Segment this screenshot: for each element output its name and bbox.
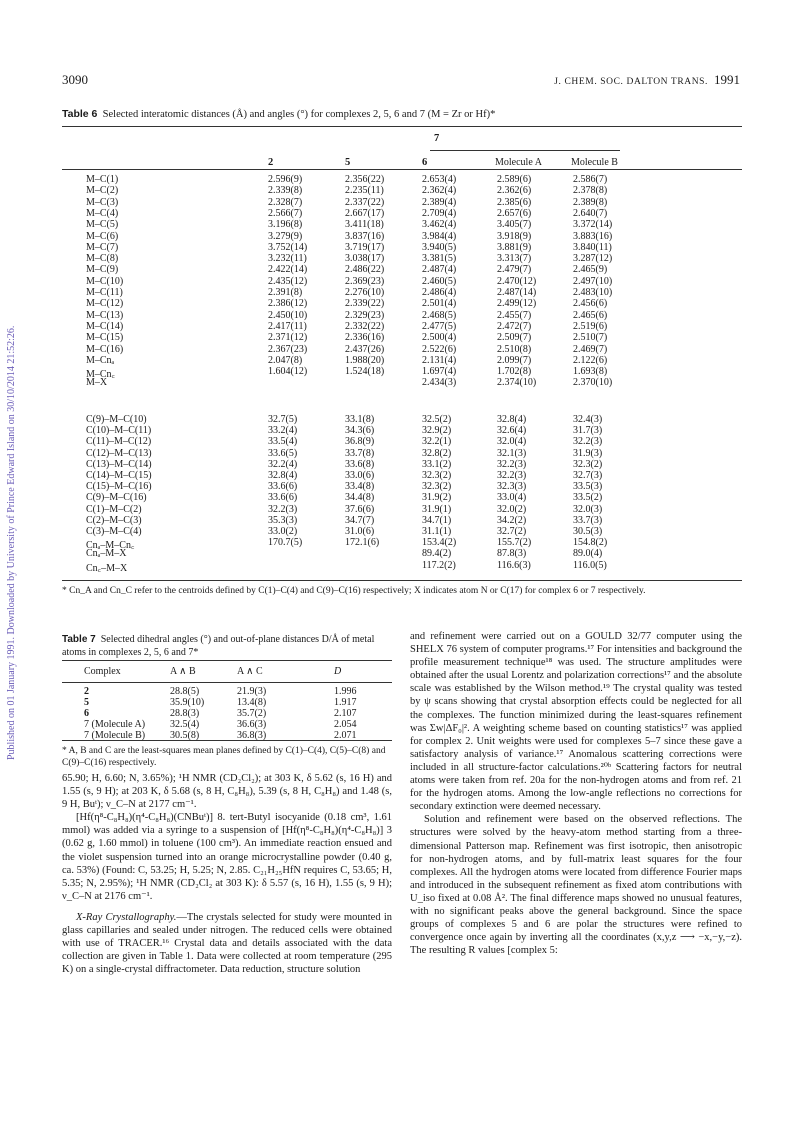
distance-row-value: 1.697(4): [422, 366, 457, 378]
distance-row-value: 1.702(8): [497, 366, 532, 378]
angle-row-value: 31.9(2): [422, 492, 452, 504]
angle-row-value: 32.1(3): [497, 447, 527, 459]
distance-row-value: 1.524(18): [345, 366, 385, 378]
angle-row-value: 32.2(3): [268, 503, 298, 515]
distance-row-value: 2.566(7): [268, 207, 303, 219]
distance-row-value: 2.468(5): [422, 309, 457, 321]
table7-col-head: A ∧ B: [170, 666, 196, 677]
distance-row-value: 2.465(9): [573, 264, 608, 276]
paragraph: [62, 911, 392, 976]
distance-row-value: 3.881(9): [497, 241, 532, 253]
angle-row-value: 33.4(8): [345, 481, 375, 493]
distance-row-value: 2.437(26): [345, 343, 385, 355]
distance-row-value: 2.328(7): [268, 196, 303, 208]
table7-caption: [62, 633, 392, 659]
angle-row-value: 33.5(4): [268, 436, 298, 448]
angle-row-label: Cnₐ–M–X: [86, 548, 127, 560]
angle-row-value: 32.0(3): [573, 503, 603, 515]
angle-row-value: 34.3(6): [345, 425, 375, 437]
table6-col-head: 5: [345, 157, 351, 168]
distance-row-value: 2.356(22): [345, 174, 385, 185]
distance-row-label: M–Cnₐ: [86, 354, 115, 366]
angle-row-value: 33.7(3): [573, 514, 603, 526]
table7-row-label: 6: [84, 708, 89, 719]
distance-row-label: M–C(4): [86, 207, 119, 219]
angle-row-value: 89.4(2): [422, 548, 452, 560]
distance-row-label: M–C(5): [86, 219, 119, 231]
angle-row-value: 33.6(6): [268, 492, 298, 504]
paragraph: 65.90; H, 6.60; N, 3.65%); ¹H NMR (CD₂Cl₂); at 303 K, δ 5.62 (s, 16 H) and 1.55 (s, 9 H); at 203 K, δ 5.68 (s, 8 H, C₈H₈), 5.39 (s, 8 H, C₈H₈) and 1.48 (s, 9 H, Buᵗ); ν_C–N at 2177 cm⁻¹.: [62, 773, 392, 811]
angle-row-value: 32.9(2): [422, 425, 452, 437]
distance-row-value: 2.276(10): [345, 287, 385, 298]
table6-col-head: 6: [422, 157, 428, 168]
angle-row-value: 33.0(6): [345, 470, 375, 481]
distance-row-value: 3.918(9): [497, 230, 532, 242]
distance-row-value: 2.047(8): [268, 354, 303, 366]
table7-value: 28.8(3): [170, 708, 200, 719]
angle-row-value: 32.3(2): [422, 470, 452, 481]
distance-row-value: 2.470(12): [497, 275, 537, 287]
distance-row-value: 3.837(16): [345, 230, 385, 242]
distance-row-value: 2.099(7): [497, 354, 532, 366]
angle-row-value: 33.2(4): [268, 425, 298, 437]
distance-row-value: 3.940(5): [422, 241, 457, 253]
angle-row-value: 34.7(1): [422, 514, 452, 526]
distance-row-value: 3.372(14): [573, 219, 613, 231]
angle-row-label: Cnₐ–M–Cn꜀: [86, 540, 135, 552]
distance-row-value: 2.465(6): [573, 309, 608, 321]
distance-row-value: 1.988(20): [345, 354, 385, 366]
angle-row-value: 32.7(2): [497, 526, 527, 537]
angle-row-value: 32.0(2): [497, 503, 527, 515]
angle-row-label: C(3)–M–C(4): [86, 526, 142, 537]
table6-col-head: 2: [268, 157, 274, 168]
paragraph-text: —The crystals selected for study were mounted in glass capillaries and sealed under nitrogen. The reduced cells were obtained with use of TRACER.¹⁶ Crystal data and details associated with the data collection are given in Table 1. Data were collected at room temperature (295 K) on a single-crystal diffractometer. Data reduction, structure solution: [62, 911, 392, 976]
distance-row-value: 2.456(6): [573, 298, 608, 310]
angle-row-value: 33.1(8): [345, 414, 375, 425]
angle-row-value: 32.0(4): [497, 436, 527, 448]
table7-head-rule: [62, 682, 392, 683]
angle-row-value: 32.2(4): [268, 458, 298, 470]
distance-row-value: 2.389(4): [422, 196, 457, 208]
distance-row-label: M–C(11): [86, 287, 123, 298]
angle-row-value: 87.8(3): [497, 548, 527, 560]
angle-row-value: 32.8(4): [497, 414, 527, 425]
table6-col-head: Molecule A: [495, 157, 542, 168]
angle-row-value: 31.7(3): [573, 425, 603, 437]
distance-row-label: M–C(9): [86, 264, 119, 276]
left-column-text: [62, 772, 392, 976]
distance-row-label: M–Cn꜀: [86, 369, 116, 381]
angle-row-value: 32.8(4): [268, 470, 298, 481]
distance-row-value: 2.596(9): [268, 174, 303, 185]
table7-value: 2.071: [334, 730, 357, 741]
section-heading: X-Ray Crystallography.: [76, 911, 177, 923]
table7-col-head: A ∧ C: [237, 666, 263, 677]
journal-year: 1991: [714, 72, 740, 87]
distance-row-value: 2.435(12): [268, 275, 308, 287]
distance-row-value: 3.840(11): [573, 241, 612, 253]
distance-row-label: M–C(3): [86, 196, 119, 208]
angle-row-value: 33.6(5): [268, 447, 298, 459]
paragraph: [Hf(η⁸-C₈H₈)(η⁴-C₈H₈)(CNBuᵗ)] 8. tert-Butyl isocyanide (0.18 cm³, 1.61 mmol) was added via a syringe to a suspension of [Hf(η⁸-C₈H₈)(η⁴-C₈H₈)] 3 (0.62 g, 1.60 mmol) in toluene (100 cm³). An immediate reaction ensued and the violet suspension turned into an orange microcrystalline powder (0.40 g, ca. 53%) (Found: C, 53.25; H, 5.25; N, 2.85. C₂₁H₂₅HfN requires C, 53.65; H, 5.35; N, 2.95%); ¹H NMR (CD₂Cl₂ at 303 K): δ 5.57 (s, 16 H), 1.55 (s, 9 H); ν_C–N at 2176 cm⁻¹.: [62, 812, 392, 902]
distance-row-value: 2.477(5): [422, 320, 457, 332]
distance-row-value: 2.339(8): [268, 185, 303, 197]
angle-row-value: 32.8(2): [422, 447, 452, 459]
distance-row-label: M–C(15): [86, 332, 124, 344]
table7-value: 13.4(8): [237, 697, 267, 708]
distance-row-value: 3.279(9): [268, 230, 303, 242]
distance-row-label: M–C(13): [86, 309, 124, 321]
distance-row-value: 2.497(10): [573, 275, 613, 287]
angle-row-value: 117.2(2): [422, 559, 456, 571]
distance-row-label: M–C(8): [86, 253, 119, 265]
table7-footnote: * A, B and C are the least-squares mean planes defined by C(1)–C(4), C(5)–C(8) and C(9)–C(16) respectively.: [62, 746, 386, 768]
angle-row-value: 32.6(4): [497, 425, 527, 437]
distance-row-value: 2.374(10): [497, 377, 537, 389]
distance-row-value: 2.329(23): [345, 309, 385, 321]
distance-row-value: 2.469(7): [573, 343, 608, 355]
distance-row-value: 2.391(8): [268, 287, 303, 298]
angle-row-value: 155.7(2): [497, 537, 532, 549]
paragraph: Solution and refinement were based on the observed reflections. The structures were solved by the heavy-atom method starting from a three-dimensional Patterson map. Refinement was first isotropic, then anisotropic for non-hydrogen atoms, and by full-matrix least squares for the four complexes. All the hydrogen atoms were located from difference Fourier maps and introduced in the subsequent refinement as fixed atom contributions with U_iso fixed at 0.08 Å². The final difference maps showed no unusual features, with no significant peaks above the general background. Since the space groups of complexes 5 and 6 are polar the structures were refined to convergence once again by inverting all the coordinates (x,y,z ⟶ −x,−y,−z). The resulting R values [complex 5:: [410, 814, 742, 957]
angle-row-label: C(2)–M–C(3): [86, 514, 142, 526]
table6-head-rule: [62, 169, 742, 170]
angle-row-value: 34.2(2): [497, 514, 527, 526]
angle-row-value: 36.8(9): [345, 436, 375, 448]
distance-row-value: 2.479(7): [497, 264, 532, 276]
table6-label: Table 6: [62, 108, 98, 120]
angle-row-value: 33.5(2): [573, 492, 603, 504]
distance-row-value: 2.483(10): [573, 287, 613, 298]
distance-row-value: 2.417(11): [268, 320, 307, 332]
distance-row-value: 2.337(22): [345, 196, 385, 208]
angle-row-value: 153.4(2): [422, 537, 457, 549]
table7-value: 36.8(3): [237, 730, 267, 741]
table6-group-head: 7: [434, 133, 440, 144]
angle-row-value: 34.4(8): [345, 492, 375, 504]
distance-row-value: 2.519(6): [573, 320, 608, 332]
angle-row-value: 172.1(6): [345, 537, 380, 549]
table7-caption-text: Selected dihedral angles (°) and out-of-plane distances D/Å of metal atoms in complexes 2, 5, 6 and 7*: [62, 634, 375, 658]
angle-row-value: 33.7(8): [345, 447, 375, 459]
angle-row-value: 33.6(8): [345, 458, 375, 470]
angle-row-value: 32.7(5): [268, 414, 298, 425]
journal-name: J. CHEM. SOC. DALTON TRANS.: [554, 77, 709, 87]
table7-row-label: 7 (Molecule B): [84, 730, 146, 741]
distance-row-value: 2.362(6): [497, 185, 532, 197]
table7-value: 32.5(4): [170, 719, 200, 730]
distance-row-value: 3.313(7): [497, 253, 532, 265]
distance-row-value: 2.389(8): [573, 196, 608, 208]
distance-row-value: 2.336(16): [345, 332, 385, 344]
distance-row-value: 2.709(4): [422, 207, 457, 219]
table6-bottom-rule: [62, 580, 742, 581]
angle-row-value: 32.7(3): [573, 470, 603, 481]
right-column-text: [410, 630, 742, 957]
angle-row-value: 33.0(2): [268, 526, 298, 537]
angle-row-value: 31.9(3): [573, 447, 603, 459]
table7-row-label: 7 (Molecule A): [84, 719, 146, 730]
angle-row-label: C(1)–M–C(2): [86, 503, 142, 515]
distance-row-value: 1.693(8): [573, 366, 608, 378]
distance-row-value: 2.586(7): [573, 174, 608, 185]
distance-row-value: 2.131(4): [422, 354, 457, 366]
angle-row-label: C(12)–M–C(13): [86, 447, 152, 459]
distance-row-value: 3.462(4): [422, 219, 457, 231]
distance-row-value: 3.411(18): [345, 219, 384, 231]
table6-caption-text: Selected interatomic distances (Å) and angles (°) for complexes 2, 5, 6 and 7 (M = Zr or Hf)*: [102, 109, 496, 120]
table7-col-head: Complex: [84, 666, 121, 677]
table7-value: 1.917: [334, 697, 357, 708]
angle-row-label: C(13)–M–C(14): [86, 458, 152, 470]
distance-row-value: 2.486(4): [422, 287, 457, 298]
angle-row-label: C(15)–M–C(16): [86, 481, 152, 493]
angle-row-value: 37.6(6): [345, 503, 375, 515]
angle-row-value: 32.2(1): [422, 436, 452, 448]
distance-row-label: M–C(6): [86, 230, 119, 242]
download-watermark: Published on 01 January 1991. Downloaded by University of Prince Edward Island on 30/10/2014 21:52:26.: [6, 325, 17, 760]
distance-row-value: 2.371(12): [268, 332, 308, 344]
distance-row-value: 2.589(6): [497, 174, 532, 185]
table7-row-label: 2: [84, 686, 89, 697]
distance-row-value: 2.378(8): [573, 185, 608, 197]
distance-row-label: M–C(16): [86, 343, 124, 355]
distance-row-value: 3.196(8): [268, 219, 303, 231]
table7-value: 35.9(10): [170, 697, 205, 708]
distance-row-value: 2.653(4): [422, 174, 457, 185]
page-number: 3090: [62, 72, 88, 87]
distance-row-value: 2.500(4): [422, 332, 457, 344]
distance-row-label: M–X: [86, 377, 108, 389]
table7-value: 36.6(3): [237, 719, 267, 730]
table7-row-label: 5: [84, 697, 89, 708]
distance-row-label: M–C(7): [86, 241, 119, 253]
distance-row-label: M–C(1): [86, 174, 119, 185]
distance-row-value: 2.657(6): [497, 207, 532, 219]
distance-row-label: M–C(12): [86, 298, 124, 310]
angle-row-value: 31.9(1): [422, 503, 452, 515]
distance-row-value: 2.510(8): [497, 343, 532, 355]
distance-row-value: 2.501(4): [422, 298, 457, 310]
distance-row-value: 2.367(23): [268, 343, 308, 355]
distance-row-value: 2.450(10): [268, 309, 308, 321]
distance-row-value: 2.472(7): [497, 320, 532, 332]
table7-value: 28.8(5): [170, 686, 200, 697]
angle-row-value: 89.0(4): [573, 548, 603, 560]
distance-row-value: 2.235(11): [345, 185, 384, 197]
distance-row-value: 2.339(22): [345, 298, 385, 310]
table6-top-rule: [62, 126, 742, 127]
angle-row-value: 31.0(6): [345, 526, 375, 537]
angle-row-value: 32.2(3): [497, 470, 527, 481]
table7-value: 2.054: [334, 719, 357, 730]
distance-row-value: 3.883(16): [573, 230, 613, 242]
distance-row-value: 2.487(14): [497, 287, 537, 298]
angle-row-value: 116.6(3): [497, 559, 531, 571]
angle-row-label: Cn꜀–M–X: [86, 562, 128, 574]
angle-row-value: 30.5(3): [573, 526, 603, 537]
angle-row-value: 32.2(3): [573, 436, 603, 448]
angle-row-value: 33.1(2): [422, 458, 452, 470]
distance-row-value: 2.640(7): [573, 207, 608, 219]
distance-row-value: 2.369(23): [345, 275, 385, 287]
paragraph: and refinement were carried out on a GOULD 32/77 computer using the SHELX 76 system of computer programs.¹⁷ For intensities and background the profile measurement technique¹⁸ was used. The structure amplitudes were obtained after the usual Lorentz and polarization corrections¹⁷ and the absolute scale was established by the Wilson method.¹⁹ The crystal quality was tested by ψ scans showing that crystal absorption effects could be neglected for all the complexes. The function minimized during the least-squares refinement was Σw|ΔF₀|². A weighting scheme based on counting statistics¹⁷ was applied for complex 2. Unit weights were used for complexes 5–7 since these gave a satisfactory analysis of variance.¹⁷ Anomalous scattering corrections were included in all structure-factor calculations.²⁰ᵇ Scattering factors for neutral atoms were taken from ref. 20a for the non-hydrogen atoms and from ref. 21 for the hydrogen atoms. Among the low-angle reflections no corrections for secondary extinction were deemed necessary.: [410, 631, 742, 813]
distance-row-value: 3.232(11): [268, 253, 307, 265]
distance-row-label: M–C(10): [86, 275, 124, 287]
angle-row-value: 33.6(6): [268, 481, 298, 493]
distance-row-value: 2.522(6): [422, 343, 457, 355]
angle-row-label: C(11)–M–C(12): [86, 436, 152, 448]
distance-row-value: 2.422(14): [268, 264, 308, 276]
distance-row-value: 3.719(17): [345, 241, 385, 253]
distance-row-value: 2.499(12): [497, 298, 537, 310]
angle-row-value: 116.0(5): [573, 559, 607, 571]
distance-row-value: 1.604(12): [268, 366, 308, 378]
angle-row-value: 33.5(3): [573, 481, 603, 493]
angle-row-value: 34.7(7): [345, 514, 375, 526]
table6-col-head: Molecule B: [571, 157, 618, 168]
angle-row-label: C(10)–M–C(11): [86, 425, 152, 437]
distance-row-value: 3.752(14): [268, 241, 308, 253]
distance-row-value: 2.385(6): [497, 196, 532, 208]
angle-row-label: C(9)–M–C(10): [86, 414, 147, 425]
table7-value: 2.107: [334, 708, 357, 719]
distance-row-value: 2.460(5): [422, 275, 457, 287]
distance-row-value: 2.510(7): [573, 332, 608, 344]
distance-row-value: 3.038(17): [345, 253, 385, 265]
distance-row-value: 2.667(17): [345, 207, 385, 219]
distance-row-value: 2.487(4): [422, 264, 457, 276]
distance-row-value: 3.984(4): [422, 230, 457, 242]
table7-col-head: D: [334, 666, 342, 677]
distance-row-value: 2.455(7): [497, 309, 532, 321]
distance-row-value: 2.332(22): [345, 320, 385, 332]
distance-row-value: 2.434(3): [422, 377, 457, 389]
angle-row-value: 32.2(3): [497, 458, 527, 470]
table7-value: 30.5(8): [170, 730, 200, 741]
distance-row-value: 2.370(10): [573, 377, 613, 389]
angle-row-value: 32.3(2): [422, 481, 452, 493]
distance-row-value: 2.386(12): [268, 298, 308, 310]
angle-row-value: 35.3(3): [268, 514, 298, 526]
angle-row-label: C(14)–M–C(15): [86, 470, 152, 481]
distance-row-value: 3.405(7): [497, 219, 532, 231]
angle-row-value: 33.0(4): [497, 492, 527, 504]
angle-row-label: C(9)–M–C(16): [86, 492, 147, 504]
distance-row-value: 2.509(7): [497, 332, 532, 344]
angle-row-value: 31.1(1): [422, 526, 452, 537]
distance-row-value: 3.381(5): [422, 253, 457, 265]
angle-row-value: 154.8(2): [573, 537, 608, 549]
distance-row-label: M–C(14): [86, 320, 124, 332]
distance-row-value: 3.287(12): [573, 253, 613, 265]
table6-body: [62, 0, 742, 600]
angle-row-value: 170.7(5): [268, 537, 303, 549]
distance-row-label: M–C(2): [86, 185, 119, 197]
angle-row-value: 32.3(2): [573, 458, 603, 470]
angle-row-value: 32.4(3): [573, 414, 603, 425]
table7-value: 35.7(2): [237, 708, 267, 719]
distance-row-value: 2.362(4): [422, 185, 457, 197]
table6-footnote: * Cn_A and Cn_C refer to the centroids defined by C(1)–C(4) and C(9)–C(16) respectively; X indicates atom N or C(17) for complex 6 or 7 respectively.: [62, 586, 646, 596]
distance-row-value: 2.122(6): [573, 354, 608, 366]
table7-label: Table 7: [62, 634, 96, 645]
distance-row-value: 2.486(22): [345, 264, 385, 276]
table7-value: 1.996: [334, 686, 357, 697]
angle-row-value: 32.3(3): [497, 481, 527, 493]
table7-top-rule: [62, 660, 392, 661]
angle-row-value: 32.5(2): [422, 414, 452, 425]
table7-value: 21.9(3): [237, 686, 267, 697]
